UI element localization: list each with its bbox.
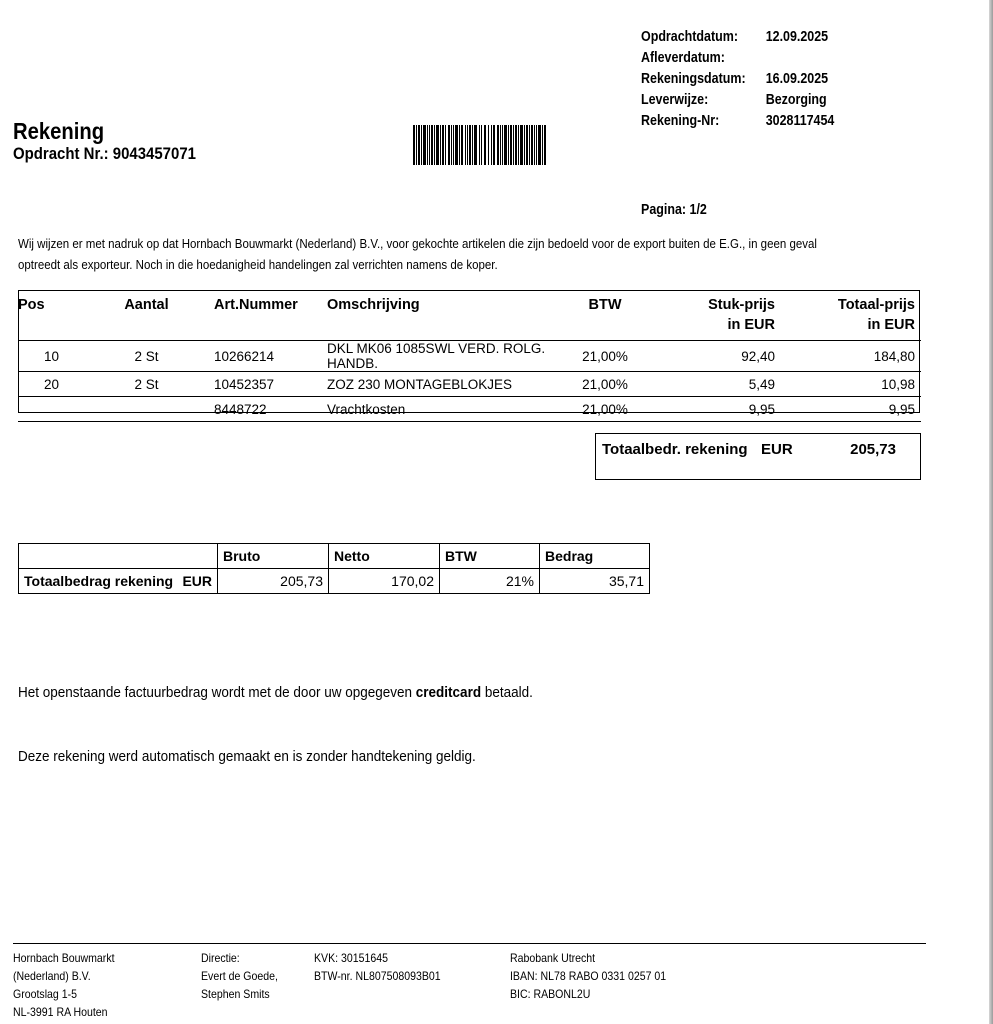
cell-article-number: 8448722	[208, 397, 321, 422]
vat-row-amount: 35,71	[540, 569, 650, 594]
table-row	[18, 397, 921, 422]
cell-total-price: 9,95	[781, 397, 921, 422]
cell-description: ZOZ 230 MONTAGEBLOKJES	[321, 372, 569, 397]
disclaimer-line: optreedt als exporteur. Noch in die hoedanigheid handelingen zal verrichten namens de koper.	[18, 257, 498, 272]
order-number: 9043457071	[112, 144, 196, 163]
payment-note-prefix: Het openstaande factuurbedrag wordt met de door uw opgegeven	[18, 684, 413, 701]
total-label: Totaalbedr. rekening	[602, 441, 748, 458]
footer-line: Stephen Smits	[201, 987, 270, 1001]
vat-header-blank	[19, 544, 218, 569]
vat-row-gross: 205,73	[218, 569, 329, 594]
invoice-total-box	[595, 433, 921, 480]
column-header-line: in EUR	[727, 317, 775, 333]
payment-method: creditcard	[415, 684, 482, 701]
vat-row-label-text: Totaalbedrag rekening	[24, 573, 174, 589]
vat-row-vat: 21%	[440, 569, 540, 594]
table-header-row	[18, 290, 921, 341]
vat-summary-row	[19, 569, 650, 594]
footer-line: BIC: RABONL2U	[510, 987, 591, 1001]
cell-vat: 21,00%	[569, 341, 641, 372]
invoice-meta	[641, 27, 834, 132]
cell-article-number: 10452357	[208, 372, 321, 397]
vat-row-currency: EUR	[182, 573, 212, 589]
column-header-vat: BTW	[569, 290, 641, 341]
cell-pos	[18, 397, 85, 422]
meta-value: Bezorging	[765, 92, 827, 108]
footer-line: NL-3991 RA Houten	[13, 1005, 108, 1019]
column-header-description: Omschrijving	[321, 290, 569, 341]
column-header-line: Stuk-prijs	[708, 297, 775, 313]
cell-vat: 21,00%	[569, 397, 641, 422]
table-row	[18, 372, 921, 397]
vat-header-amount: Bedrag	[540, 544, 650, 569]
order-number-label: Opdracht Nr.:	[13, 144, 109, 163]
footer-line: Evert de Goede,	[201, 969, 278, 983]
export-disclaimer	[18, 233, 894, 275]
footer-line: Grootslag 1-5	[13, 987, 77, 1001]
meta-row-invoice-date	[641, 69, 834, 90]
cell-quantity: 2 St	[85, 341, 208, 372]
page-indicator: Pagina: 1/2	[641, 202, 707, 218]
meta-row-invoice-number	[641, 111, 834, 132]
cell-quantity	[85, 397, 208, 422]
vat-summary-table	[18, 543, 650, 594]
cell-vat: 21,00%	[569, 372, 641, 397]
meta-row-order-date	[641, 27, 834, 48]
footer-line: Hornbach Bouwmarkt	[13, 951, 115, 965]
meta-value: 16.09.2025	[765, 71, 829, 87]
document-heading	[13, 118, 196, 164]
line-items-table	[18, 290, 921, 422]
order-number-line	[13, 144, 196, 164]
cell-description: Vrachtkosten	[321, 397, 569, 422]
cell-quantity: 2 St	[85, 372, 208, 397]
total-amount: 205,73	[850, 441, 896, 458]
cell-description: DKL MK06 1085SWL VERD. ROLG. HANDB.	[321, 341, 569, 372]
cell-pos: 10	[18, 341, 85, 372]
footer-directors	[201, 949, 278, 1003]
footer-divider	[13, 943, 926, 944]
footer-line: Directie:	[201, 951, 240, 965]
column-header-line: Totaal-prijs	[837, 297, 915, 313]
meta-label: Opdrachtdatum:	[641, 29, 738, 45]
meta-row-delivery-method	[641, 90, 834, 111]
signature-note: Deze rekening werd automatisch gemaakt en is zonder handtekening geldig.	[18, 748, 476, 765]
meta-value: 12.09.2025	[765, 29, 829, 45]
cell-article-number: 10266214	[208, 341, 321, 372]
column-header-pos: Pos	[18, 290, 85, 341]
footer-line: BTW-nr. NL807508093B01	[314, 969, 441, 983]
footer-company	[13, 949, 115, 1021]
footer-registration	[314, 949, 441, 985]
column-header-unit-price	[641, 290, 781, 341]
column-header-line: in EUR	[867, 317, 915, 333]
vat-header-row	[19, 544, 650, 569]
footer-bank	[510, 949, 666, 1003]
document-title: Rekening	[13, 118, 105, 144]
meta-label: Rekeningsdatum:	[641, 71, 746, 87]
meta-label: Leverwijze:	[641, 92, 709, 108]
payment-note-suffix: betaald.	[484, 684, 533, 701]
footer-line: IBAN: NL78 RABO 0331 0257 01	[510, 969, 667, 983]
meta-value: 3028117454	[765, 113, 835, 129]
cell-unit-price: 92,40	[641, 341, 781, 372]
vat-header-gross: Bruto	[218, 544, 329, 569]
cell-unit-price: 5,49	[641, 372, 781, 397]
cell-pos: 20	[18, 372, 85, 397]
vat-header-net: Netto	[329, 544, 440, 569]
footer-line: Rabobank Utrecht	[510, 951, 596, 965]
barcode-image	[413, 125, 546, 165]
column-header-quantity: Aantal	[85, 290, 208, 341]
meta-label: Afleverdatum:	[641, 50, 725, 66]
meta-row-delivery-date	[641, 48, 834, 69]
vat-row-net: 170,02	[329, 569, 440, 594]
cell-unit-price: 9,95	[641, 397, 781, 422]
cell-total-price: 10,98	[781, 372, 921, 397]
column-header-article-number: Art.Nummer	[208, 290, 321, 341]
table-row	[18, 341, 921, 372]
payment-note	[18, 684, 533, 701]
vat-header-vat: BTW	[440, 544, 540, 569]
column-header-total-price	[781, 290, 921, 341]
disclaimer-line: Wij wijzen er met nadruk op dat Hornbach Bouwmarkt (Nederland) B.V., voor gekochte artikelen die zijn bedoeld voor de export buiten de E.G., in geen geval	[18, 236, 817, 251]
meta-label: Rekening-Nr:	[641, 113, 720, 129]
cell-total-price: 184,80	[781, 341, 921, 372]
footer-line: KVK: 30151645	[314, 951, 388, 965]
total-currency: EUR	[761, 441, 793, 458]
vat-row-label	[19, 569, 218, 594]
footer-line: (Nederland) B.V.	[13, 969, 91, 983]
page-edge-shadow	[989, 0, 993, 1024]
